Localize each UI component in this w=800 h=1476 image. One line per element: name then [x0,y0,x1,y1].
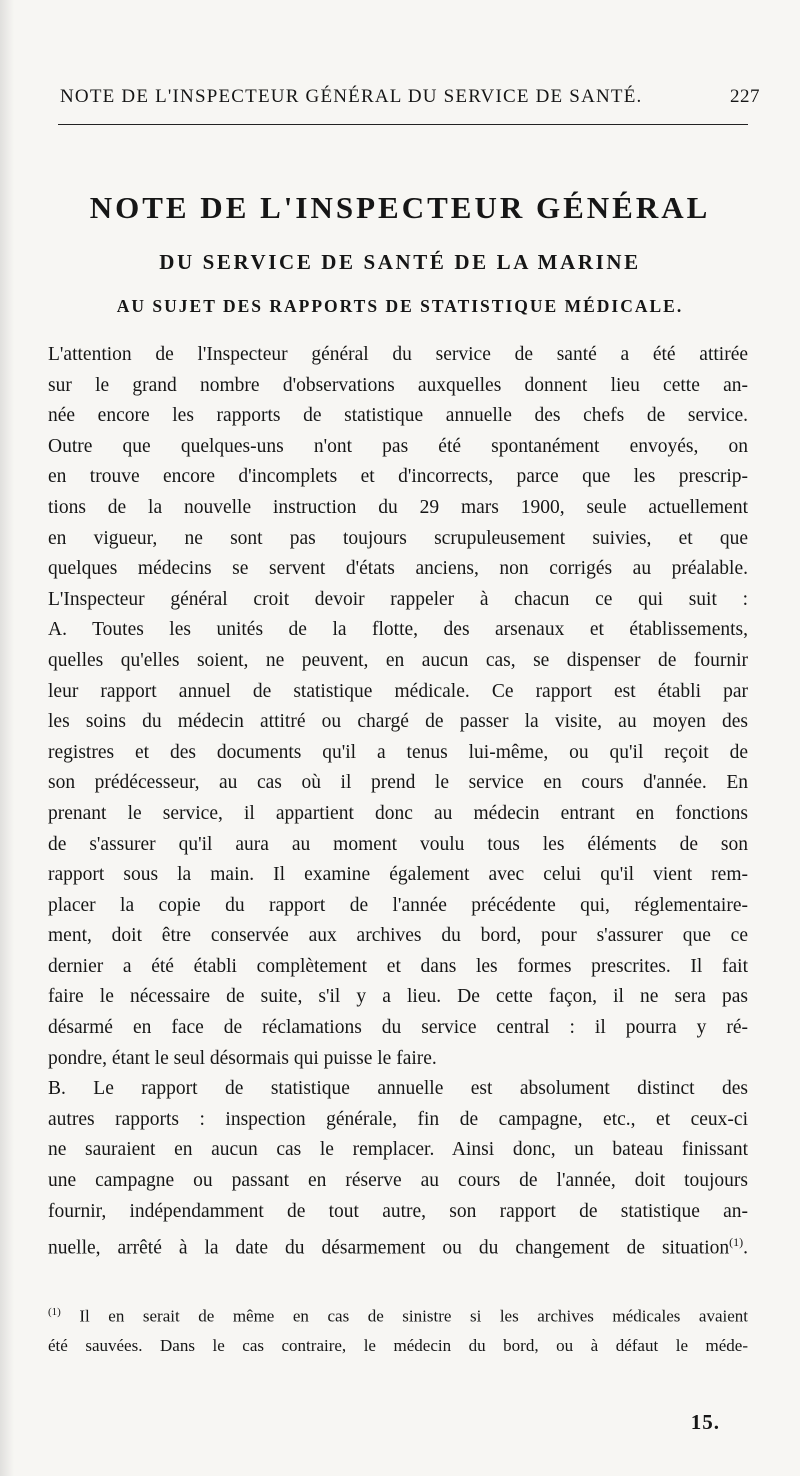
body-line: faire le nécessaire de suite, s'il y a lieu. De cette façon, il ne sera pas [48,986,748,1008]
body-line: née encore les rapports de statistique annuelle des chefs de service. [48,405,748,427]
title-line-3: AU SUJET DES RAPPORTS DE STATISTIQUE MÉDICALE. [116,296,684,316]
footnote-line-2: été sauvées. Dans le cas contraire, le médecin du bord, ou à défaut le méde- [48,1335,748,1355]
signature-mark: 15. [690,1410,720,1434]
body-line: désarmé en face de réclamations du service central : il pourra y ré- [48,1017,748,1039]
running-header [60,86,760,108]
page-number: 227 [730,86,760,107]
body-line: pondre, étant le seul désormais qui puisse le faire. [48,1047,437,1069]
body-line: autres rapports : inspection générale, fin de campagne, etc., et ceux-ci [48,1108,748,1130]
footnote-line-1 [48,1298,748,1331]
body-line: dernier a été établi complètement et dans les formes prescrites. Il fait [48,955,748,977]
body-line: Outre que quelques-uns n'ont pas été spontanément envoyés, on [48,435,748,457]
body-line: en trouve encore d'incomplets et d'incorrects, parce que les prescrip- [48,466,748,488]
body-line-final-text: nuelle, arrêté à la date du désarmement ou du changement de situation [48,1237,730,1259]
footnote [48,1298,748,1360]
body-line: A. Toutes les unités de la flotte, des arsenaux et établissements, [48,619,748,641]
body-line: son prédécesseur, au cas où il prend le service en cours d'année. En [48,772,748,794]
body-line: leur rapport annuel de statistique médicale. Ce rapport est établi par [48,680,748,702]
body-line: B. Le rapport de statistique annuelle est absolument distinct des [48,1078,748,1100]
body-line: ne sauraient en aucun cas le remplacer. Ainsi donc, un bateau finissant [48,1139,748,1161]
footnote-text-1: Il en serait de même en cas de sinistre si les archives médicales avaient [79,1306,749,1326]
body-line: ment, doit être conservée aux archives du bord, pour s'assurer que ce [48,925,748,947]
final-period: . [743,1237,748,1259]
body-line: L'attention de l'Inspecteur général du service de santé a été attirée [48,344,748,365]
body-line: tions de la nouvelle instruction du 29 mars 1900, seule actuellement [48,496,748,518]
body-line: fournir, indépendamment de tout autre, son rapport de statistique an- [48,1200,748,1222]
body-line: registres et des documents qu'il a tenus lui-même, ou qu'il reçoit de [48,741,748,763]
body-line: une campagne ou passant en réserve au cours de l'année, doit toujours [48,1170,748,1192]
body-line: sur le grand nombre d'observations auxquelles donnent lieu cette an- [48,374,748,396]
footnote-mark: (1) [48,1306,61,1318]
title-line-2: DU SERVICE DE SANTÉ DE LA MARINE [159,250,641,274]
body-line: quelles qu'elles soient, ne peuvent, en aucun cas, se dispenser de fournir [48,649,748,671]
body-line: les soins du médecin attitré ou chargé de passer la visite, au moyen des [48,711,748,733]
body-line: L'Inspecteur général croit devoir rappeler à chacun ce qui suit : [48,588,748,610]
body-line: en vigueur, ne sont pas toujours scrupuleusement suivies, et que [48,527,748,549]
body-line: placer la copie du rapport de l'année précédente qui, réglementaire- [48,894,748,916]
footnote-reference: (1) [729,1235,744,1250]
title-line-1: NOTE DE L'INSPECTEUR GÉNÉRAL [89,190,711,225]
running-title: NOTE DE L'INSPECTEUR GÉNÉRAL DU SERVICE DE SANTÉ. [60,86,643,107]
header-rule [58,124,748,125]
body-line: rapport sous la main. Il examine également avec celui qu'il vient rem- [48,864,748,886]
body-line: quelques médecins se servent d'états anciens, non corrigés au préalable. [48,558,748,580]
body-text [48,340,748,1264]
body-line: de s'assurer qu'il aura au moment voulu tous les éléments de son [48,833,748,855]
body-line-final [48,1227,748,1264]
body-line: prenant le service, il appartient donc au médecin entrant en fonctions [48,802,748,824]
